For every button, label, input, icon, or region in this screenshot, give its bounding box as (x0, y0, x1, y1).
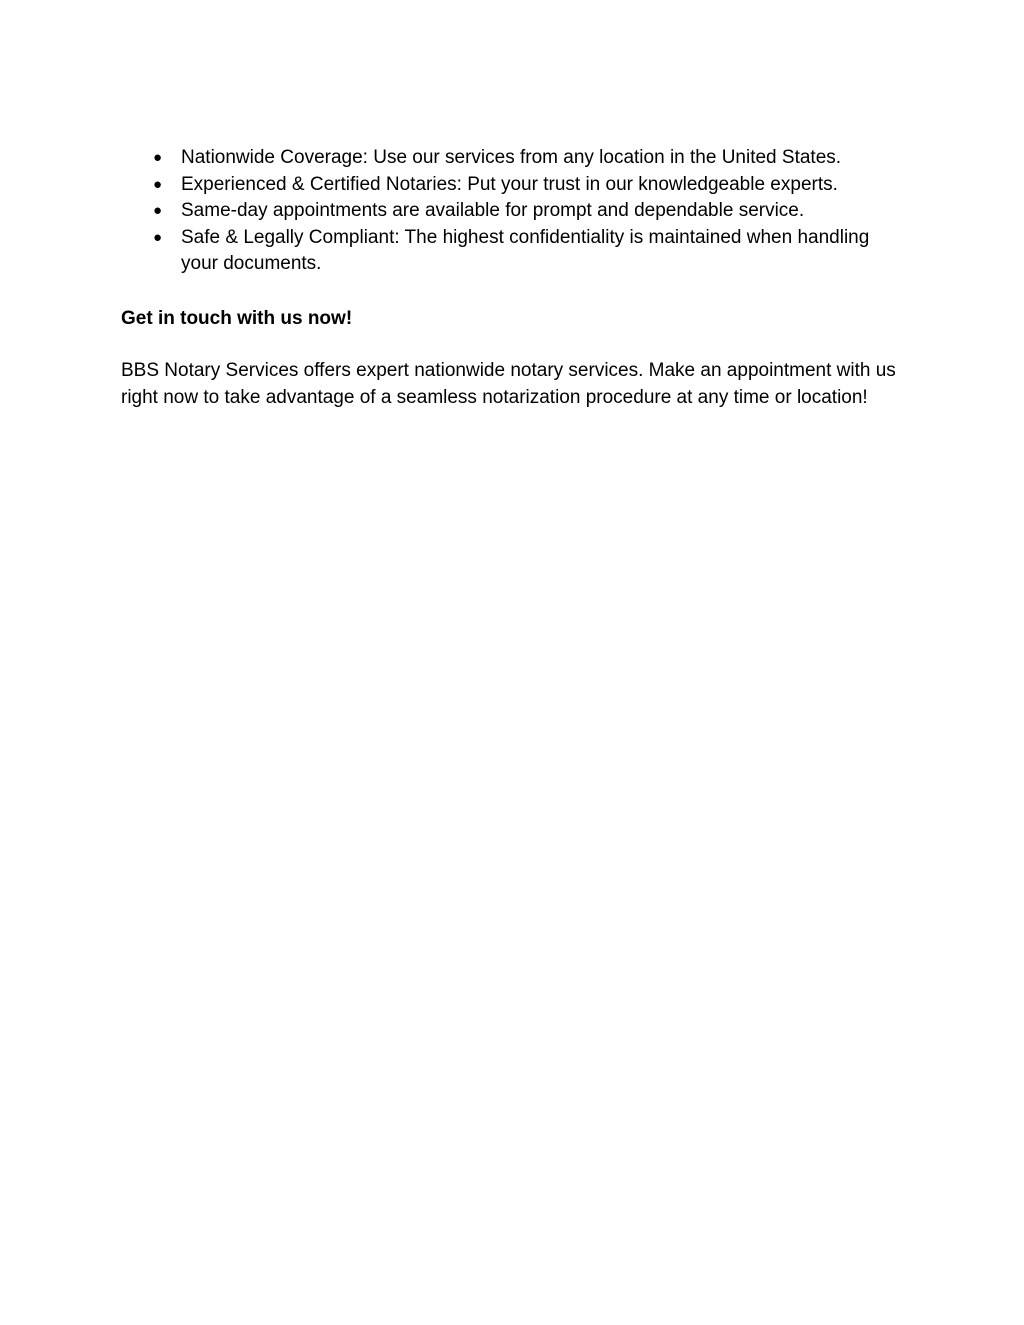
section-heading: Get in touch with us now! (121, 308, 353, 329)
bullet-item-nationwide-coverage (121, 145, 911, 172)
bullet-icon: ● (153, 228, 163, 246)
bullet-icon: ● (153, 149, 163, 166)
body-paragraph: BBS Notary Services offers expert nationwide notary services. Make an appointment with us right now to take advantage of a seamless notarization procedure at any time or location! (121, 360, 896, 408)
bullet-item-certified-notaries (121, 172, 911, 199)
bullet-text: Experienced & Certified Notaries: Put your trust in our knowledgeable experts. (181, 173, 838, 195)
bullet-icon: ● (153, 175, 163, 193)
bullet-text: Safe & Legally Compliant: The highest confidentiality is maintained when handling your documents. (181, 226, 870, 274)
bullet-item-same-day-appointments (121, 198, 911, 225)
bullet-item-legally-compliant (121, 225, 911, 278)
bullet-text: Nationwide Coverage: Use our services from any location in the United States. (181, 147, 842, 168)
feature-bullet-list (121, 145, 911, 278)
bullet-text: Same-day appointments are available for prompt and dependable service. (181, 200, 805, 221)
bullet-icon: ● (153, 202, 163, 219)
